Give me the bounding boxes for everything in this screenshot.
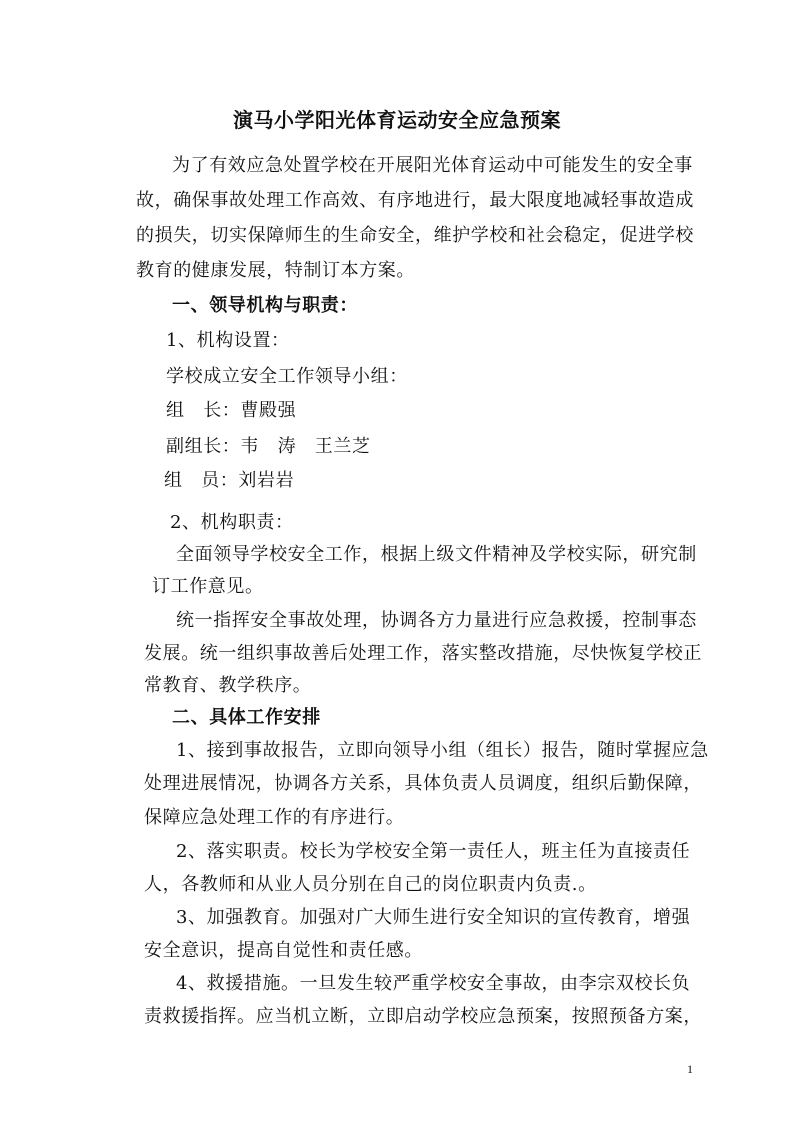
duty-para2-line-3: 常教育、教学秩序。 (144, 675, 312, 696)
duty-para1-line-1: 全面领导学校安全工作，根据上级文件精神及学校实际，研究制 (176, 544, 697, 565)
section-2-heading: 二、具体工作安排 (172, 707, 321, 728)
org-deputy: 副组长：韦 涛 王兰芝 (166, 436, 371, 457)
org-member: 组 员：刘岩岩 (164, 470, 295, 491)
subsection-2-heading: 2、机构职责： (170, 512, 294, 533)
item1-line-2: 处理进展情况，协调各方关系，具体负责人员调度，组织后勤保障， (144, 773, 702, 794)
intro-line-4: 教育的健康发展，特制订本方案。 (136, 260, 415, 281)
item3-line-1: 3、加强教育。加强对广大师生进行安全知识的宣传教育，增强 (176, 907, 691, 928)
item2-line-1: 2、落实职责。校长为学校安全第一责任人，班主任为直接责任 (176, 841, 691, 862)
item2-line-2: 人，各教师和从业人员分别在自己的岗位职责内负责.。 (144, 874, 597, 895)
subsection-1-heading: 1、机构设置： (166, 330, 290, 351)
intro-line-2: 故，确保事故处理工作高效、有序地进行，最大限度地减轻事故造成 (136, 190, 694, 211)
item1-line-3: 保障应急处理工作的有序进行。 (144, 807, 405, 828)
duty-para2-line-2: 发展。统一组织事故善后处理工作，落实整改措施，尽快恢复学校正 (144, 643, 702, 664)
org-intro: 学校成立安全工作领导小组： (166, 366, 408, 387)
intro-line-3: 的损失，切实保障师生的生命安全，维护学校和社会稳定，促进学校 (136, 225, 694, 246)
item1-line-1: 1、接到事故报告，立即向领导小组（组长）报告，随时掌握应急 (176, 740, 709, 761)
item4-line-1: 4、救援措施。一旦发生较严重学校安全事故，由李宗双校长负 (176, 973, 691, 994)
page-number: 1 (687, 1062, 693, 1076)
duty-para2-line-1: 统一指挥安全事故处理，协调各方力量进行应急救援，控制事态 (176, 610, 697, 631)
item4-line-2: 责救援指挥。应当机立断，立即启动学校应急预案，按照预备方案， (144, 1006, 702, 1027)
intro-line-1: 为了有效应急处置学校在开展阳光体育运动中可能发生的安全事 (172, 155, 693, 176)
duty-para1-line-2: 订工作意见。 (152, 576, 264, 597)
document-title: 演马小学阳光体育运动安全应急预案 (233, 108, 561, 132)
section-1-heading: 一、领导机构与职责： (172, 295, 358, 316)
item3-line-2: 安全意识，提高自觉性和责任感。 (144, 940, 423, 961)
org-leader: 组 长：曹殿强 (166, 400, 297, 421)
